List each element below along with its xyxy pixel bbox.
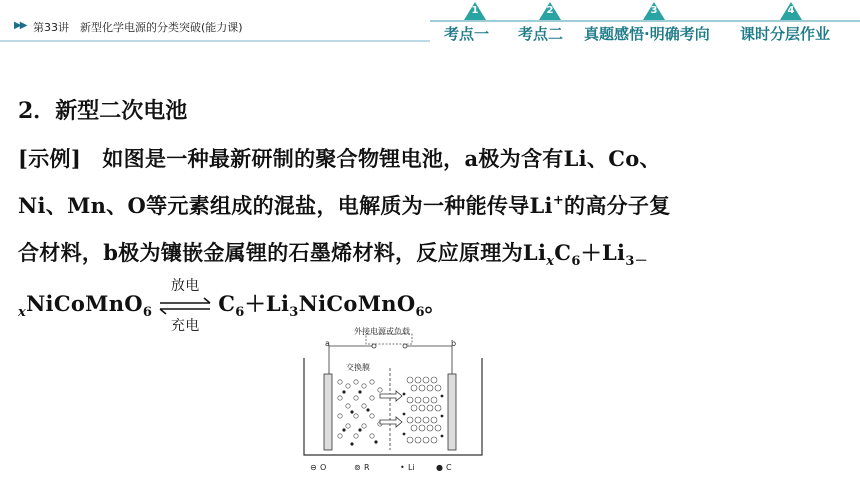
nav-tab-kaodian-1[interactable]: 考点一: [444, 25, 490, 43]
sub-6-2: 6: [142, 305, 153, 320]
sub-3: 3: [289, 305, 299, 320]
legend-r-symbol: ⊚: [354, 463, 361, 472]
equation-right-c: C: [218, 291, 236, 316]
example-text-1: 如图是一种最新研制的聚合物锂电池，a极为含有Li、Co、: [81, 146, 661, 171]
nav-tab-zhenti[interactable]: 真题感悟·明确考向: [584, 25, 710, 43]
header-bar: [0, 0, 860, 46]
arrow-label-discharge: 放电: [170, 277, 200, 294]
ion-flow-arrows-icon: [380, 391, 402, 427]
lesson-title: 第33讲 新型化学电源的分类突破(能力课): [33, 21, 243, 34]
equation-right-nicomno: NiCoMnO: [298, 291, 416, 316]
legend-li-label: Li: [408, 463, 415, 472]
period: 。: [424, 291, 447, 316]
nav-connector-line: [430, 20, 860, 22]
example-line-2: [18, 190, 671, 220]
graphene-anode: [407, 377, 441, 443]
li-charge-sup: +: [552, 193, 565, 208]
membrane-label: 交换膜: [346, 363, 370, 372]
arrow-label-charge: 充电: [170, 317, 200, 334]
battery-diagram: [300, 324, 490, 484]
example-tag: [示例]: [18, 146, 82, 171]
diagram-legend: [310, 463, 452, 472]
nav-number-4: 4: [787, 5, 795, 16]
electrode-a: [324, 374, 332, 450]
equation-right-li: ＋Li: [244, 291, 290, 316]
sub-x-2: x: [18, 305, 27, 320]
legend-li-symbol: •: [400, 463, 405, 472]
nav-tab-kaodian-2[interactable]: 考点二: [518, 25, 564, 43]
legend-c-symbol: ●: [436, 463, 443, 472]
play-arrows-icon: ▶▶: [14, 20, 26, 31]
electrode-b-label: b: [451, 339, 457, 348]
equation-left: NiCoMnO: [26, 291, 143, 316]
legend-c-label: C: [446, 463, 452, 472]
legend-o-symbol: ⊖: [310, 463, 317, 472]
reversible-arrow-icon: [156, 277, 214, 334]
nav-number-1: 1: [471, 5, 479, 16]
external-load-label: 外接电源或负载: [354, 327, 410, 336]
section-title: 2．新型二次电池: [18, 98, 188, 124]
sub-6: 6: [571, 254, 581, 269]
nav-tab-zuoye[interactable]: 课时分层作业: [740, 25, 831, 43]
sub-3-minus: 3－: [625, 254, 648, 269]
example-text-3a: 合材料，b极为镶嵌金属锂的石墨烯材料，反应原理为Li: [18, 240, 547, 265]
electrode-a-label: a: [325, 339, 330, 348]
sub-6-3: 6: [235, 305, 245, 320]
example-line-3: [18, 237, 648, 269]
example-text-3b: C: [554, 240, 572, 265]
example-text-3c: ＋Li: [580, 240, 626, 265]
example-text-2b: 的高分子复: [564, 193, 671, 218]
example-text-2a: Ni、Mn、O等元素组成的混盐，电解质为一种能传导Li: [18, 193, 553, 218]
legend-r-label: R: [364, 463, 370, 472]
nav-number-3: 3: [650, 5, 658, 16]
sub-6-4: 6: [415, 305, 425, 320]
legend-o-label: O: [320, 463, 327, 472]
nav-number-2: 2: [546, 5, 554, 16]
electrode-b: [448, 374, 456, 450]
battery-diagram-svg: [300, 324, 490, 484]
sub-x: x: [546, 254, 555, 269]
example-line-1: [18, 143, 661, 173]
